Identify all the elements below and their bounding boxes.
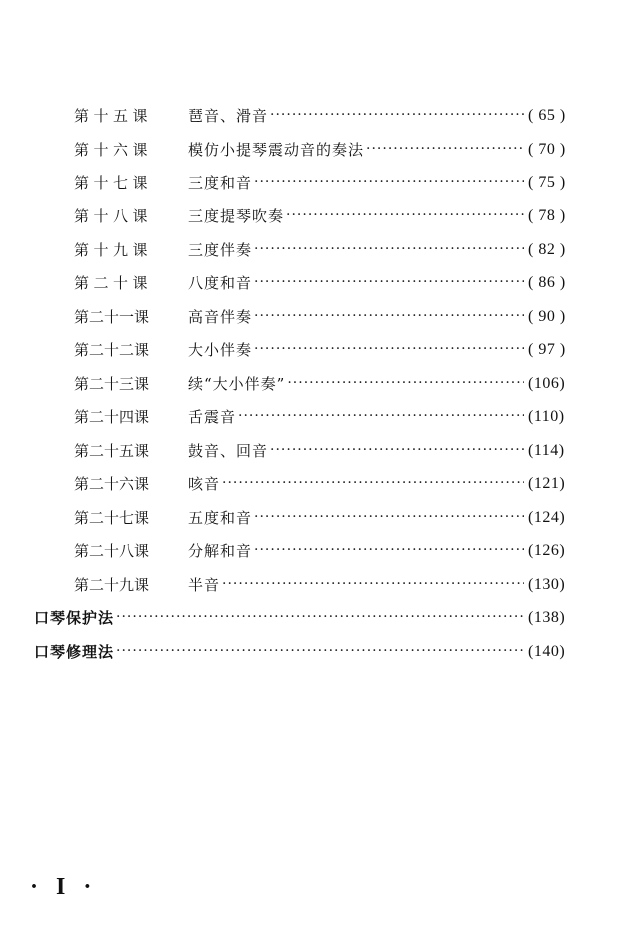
toc-entry-lesson-25 <box>74 440 584 462</box>
lesson-number: 第二十九课 <box>74 576 150 594</box>
dot-leader <box>254 239 524 261</box>
dot-leader <box>254 272 524 294</box>
lesson-number: 第二十三课 <box>74 375 150 393</box>
toc-entry-lesson-28 <box>74 540 584 562</box>
lesson-number: 第十九课 <box>74 241 153 259</box>
appendix-title: 口琴修理法 <box>34 643 115 661</box>
lesson-number: 第二十二课 <box>74 341 150 359</box>
page-number: ( 90 ) <box>528 308 566 325</box>
lesson-number: 第十七课 <box>74 174 153 192</box>
lesson-title: 大小伴奏 <box>188 341 253 359</box>
lesson-title: 三度伴奏 <box>188 241 253 259</box>
dot-leader <box>254 172 524 194</box>
toc-entry-lesson-26 <box>74 473 584 495</box>
dot-leader <box>270 105 524 127</box>
dot-leader <box>222 574 524 596</box>
dot-leader <box>116 641 524 663</box>
lesson-title: 三度和音 <box>188 174 253 192</box>
dot-leader <box>254 306 524 328</box>
lesson-title: 半音 <box>188 576 221 594</box>
toc-entry-harmonica-repair <box>34 641 584 663</box>
toc-entry-lesson-18 <box>74 205 584 227</box>
lesson-number: 第十六课 <box>74 141 153 159</box>
lesson-title: 八度和音 <box>188 274 253 292</box>
lesson-number: 第二十五课 <box>74 442 150 460</box>
lesson-number: 第十五课 <box>74 107 153 125</box>
page-number: (140) <box>528 643 566 660</box>
dot-leader <box>286 205 524 227</box>
dot-leader <box>270 440 524 462</box>
page-number: (121) <box>528 475 566 492</box>
toc-entry-lesson-24 <box>74 406 584 428</box>
page-number: (110) <box>528 408 565 425</box>
toc-entry-lesson-29 <box>74 574 584 596</box>
lesson-title: 分解和音 <box>188 542 253 560</box>
page-number: ( 82 ) <box>528 241 566 258</box>
lesson-title: 续“大小伴奏” <box>188 375 286 393</box>
lesson-number: 第二十课 <box>74 274 153 292</box>
toc-entry-lesson-20 <box>74 272 584 294</box>
dot-leader <box>366 139 524 161</box>
lesson-title: 三度提琴吹奏 <box>188 207 285 225</box>
lesson-title: 鼓音、回音 <box>188 442 269 460</box>
toc-entry-lesson-23 <box>74 373 584 395</box>
page-folio: · I · <box>30 874 98 900</box>
lesson-number: 第二十四课 <box>74 408 150 426</box>
lesson-title: 咳音 <box>188 475 221 493</box>
toc-entry-lesson-27 <box>74 507 584 529</box>
lesson-number: 第二十八课 <box>74 542 150 560</box>
toc-entry-lesson-16 <box>74 139 584 161</box>
lesson-number: 第十八课 <box>74 207 153 225</box>
toc-entry-lesson-15 <box>74 105 584 127</box>
page-number: ( 97 ) <box>528 341 566 358</box>
dot-leader <box>238 406 524 428</box>
lesson-number: 第二十一课 <box>74 308 150 326</box>
appendix-title: 口琴保护法 <box>34 609 115 627</box>
dot-leader <box>254 540 524 562</box>
page-number: ( 86 ) <box>528 274 566 291</box>
dot-leader <box>254 339 524 361</box>
lesson-title: 模仿小提琴震动音的奏法 <box>188 141 365 159</box>
dot-leader <box>116 607 524 629</box>
dot-leader <box>287 373 524 395</box>
toc-entry-harmonica-care <box>34 607 584 629</box>
page-number: ( 78 ) <box>528 207 566 224</box>
page-number: (138) <box>528 609 566 626</box>
toc-entry-lesson-17 <box>74 172 584 194</box>
lesson-number: 第二十七课 <box>74 509 150 527</box>
page-number: ( 70 ) <box>528 141 566 158</box>
page-number: (114) <box>528 442 565 459</box>
lesson-number: 第二十六课 <box>74 475 150 493</box>
lesson-title: 高音伴奏 <box>188 308 253 326</box>
page-number: (126) <box>528 542 566 559</box>
lesson-title: 琶音、滑音 <box>188 107 269 125</box>
lesson-title: 五度和音 <box>188 509 253 527</box>
toc-entry-lesson-22 <box>74 339 584 361</box>
page-number: ( 75 ) <box>528 174 566 191</box>
toc-entry-lesson-21 <box>74 306 584 328</box>
dot-leader <box>222 473 524 495</box>
page-number: (124) <box>528 509 566 526</box>
page-number: ( 65 ) <box>528 107 566 124</box>
toc-entry-lesson-19 <box>74 239 584 261</box>
page-number: (106) <box>528 375 566 392</box>
lesson-title: 舌震音 <box>188 408 237 426</box>
page-number: (130) <box>528 576 566 593</box>
dot-leader <box>254 507 524 529</box>
